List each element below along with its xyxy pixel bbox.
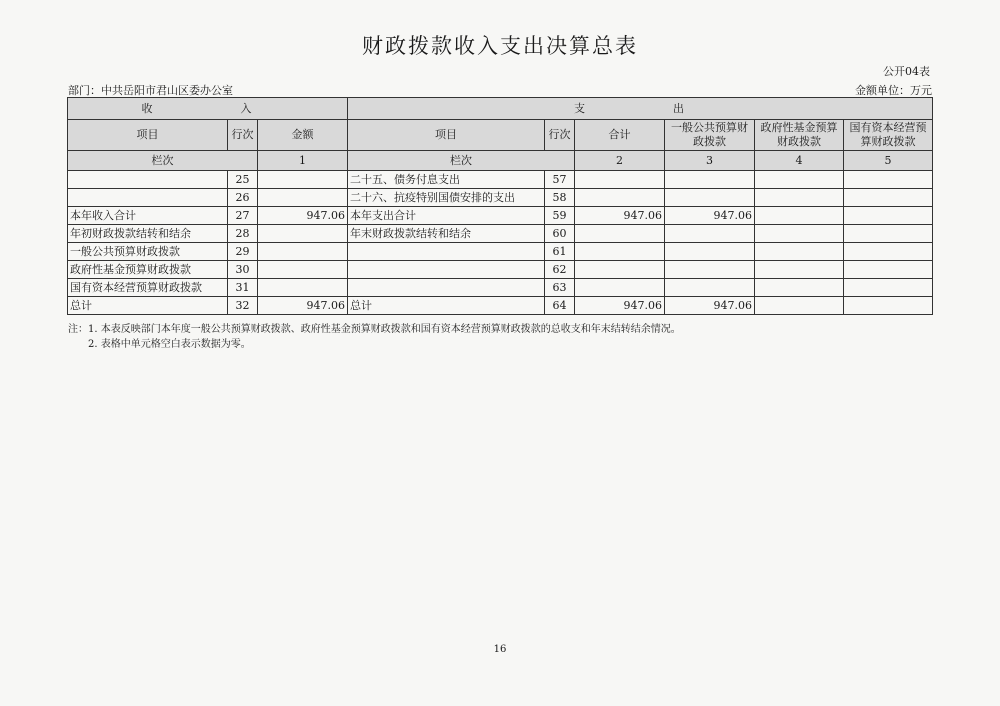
expense-line-cell: 63 — [545, 279, 575, 297]
expense-index-label: 栏次 — [348, 151, 575, 171]
capital-budget-cell — [844, 261, 933, 279]
page-number: 16 — [493, 644, 507, 655]
table-row — [68, 243, 933, 261]
fund-budget-header: 政府性基金预算财政拨款 — [755, 120, 844, 151]
general-budget-header: 一般公共预算财政拨款 — [665, 120, 755, 151]
fund-budget-cell — [755, 171, 844, 189]
capital-budget-cell — [844, 171, 933, 189]
expense-total-cell: 947.06 — [575, 297, 665, 315]
expense-total-cell — [575, 261, 665, 279]
income-section-header: 收 入 — [68, 98, 348, 120]
income-line-cell: 31 — [228, 279, 258, 297]
expense-line-cell: 62 — [545, 261, 575, 279]
expense-item-cell: 二十六、抗疫特别国债安排的支出 — [348, 189, 545, 207]
expense-total-cell — [575, 279, 665, 297]
income-amount-header: 金额 — [258, 120, 348, 151]
column-index: 2 — [575, 151, 665, 171]
expense-line-cell: 60 — [545, 225, 575, 243]
expense-item-cell: 二十五、债务付息支出 — [348, 171, 545, 189]
expense-line-cell: 59 — [545, 207, 575, 225]
income-line-cell: 32 — [228, 297, 258, 315]
expense-line-cell: 61 — [545, 243, 575, 261]
table-row — [68, 189, 933, 207]
income-line-cell: 26 — [228, 189, 258, 207]
fund-budget-cell — [755, 243, 844, 261]
expense-item-cell: 总计 — [348, 297, 545, 315]
amount-unit-label: 金额单位：万元 — [855, 84, 932, 97]
department-label: 部门：中共岳阳市君山区委办公室 — [68, 84, 233, 97]
income-item-cell: 政府性基金预算财政拨款 — [68, 261, 228, 279]
expense-line-cell: 58 — [545, 189, 575, 207]
table-row — [68, 261, 933, 279]
expense-item-cell: 本年支出合计 — [348, 207, 545, 225]
fund-budget-cell — [755, 261, 844, 279]
income-item-cell — [68, 171, 228, 189]
expense-total-cell — [575, 225, 665, 243]
income-item-cell — [68, 189, 228, 207]
income-line-cell: 28 — [228, 225, 258, 243]
income-amount-cell — [258, 279, 348, 297]
expense-item-cell — [348, 261, 545, 279]
expense-total-cell — [575, 243, 665, 261]
income-line-cell: 27 — [228, 207, 258, 225]
fund-budget-cell — [755, 207, 844, 225]
fund-budget-cell — [755, 297, 844, 315]
expense-total-header: 合计 — [575, 120, 665, 151]
income-amount-cell — [258, 171, 348, 189]
form-number: 公开04表 — [883, 65, 930, 78]
capital-budget-cell — [844, 225, 933, 243]
column-index: 1 — [258, 151, 348, 171]
expense-line-cell: 57 — [545, 171, 575, 189]
income-line-header: 行次 — [228, 120, 258, 151]
capital-budget-cell — [844, 243, 933, 261]
expense-total-cell — [575, 171, 665, 189]
income-amount-cell: 947.06 — [258, 207, 348, 225]
income-item-cell: 年初财政拨款结转和结余 — [68, 225, 228, 243]
income-amount-cell — [258, 225, 348, 243]
income-line-cell: 30 — [228, 261, 258, 279]
income-item-cell: 一般公共预算财政拨款 — [68, 243, 228, 261]
expense-item-header: 项目 — [348, 120, 545, 151]
general-budget-cell — [665, 225, 755, 243]
capital-budget-cell — [844, 189, 933, 207]
table-row — [68, 279, 933, 297]
expense-item-cell: 年末财政拨款结转和结余 — [348, 225, 545, 243]
expense-total-cell — [575, 189, 665, 207]
column-index: 3 — [665, 151, 755, 171]
capital-budget-header: 国有资本经营预算财政拨款 — [844, 120, 933, 151]
column-index: 4 — [755, 151, 844, 171]
general-budget-cell: 947.06 — [665, 207, 755, 225]
table-notes — [68, 322, 681, 352]
expense-line-header: 行次 — [545, 120, 575, 151]
general-budget-cell — [665, 171, 755, 189]
general-budget-cell: 947.06 — [665, 297, 755, 315]
income-amount-cell — [258, 189, 348, 207]
income-amount-cell: 947.06 — [258, 297, 348, 315]
income-amount-cell — [258, 261, 348, 279]
expense-item-cell — [348, 279, 545, 297]
table-body — [68, 171, 933, 315]
general-budget-cell — [665, 279, 755, 297]
column-index: 5 — [844, 151, 933, 171]
appropriation-summary-table — [67, 97, 933, 315]
income-amount-cell — [258, 243, 348, 261]
fund-budget-cell — [755, 189, 844, 207]
expense-line-cell: 64 — [545, 297, 575, 315]
section-header-row — [68, 98, 933, 120]
income-index-label: 栏次 — [68, 151, 258, 171]
expense-section-header: 支 出 — [348, 98, 933, 120]
column-index-row — [68, 151, 933, 171]
table-row — [68, 207, 933, 225]
fund-budget-cell — [755, 225, 844, 243]
table-row — [68, 225, 933, 243]
table-row — [68, 297, 933, 315]
general-budget-cell — [665, 243, 755, 261]
income-line-cell: 29 — [228, 243, 258, 261]
page-title: 财政拨款收入支出决算总表 — [362, 34, 638, 58]
expense-item-cell — [348, 243, 545, 261]
column-header-row — [68, 120, 933, 151]
expense-total-cell: 947.06 — [575, 207, 665, 225]
general-budget-cell — [665, 261, 755, 279]
general-budget-cell — [665, 189, 755, 207]
fund-budget-cell — [755, 279, 844, 297]
income-item-cell: 国有资本经营预算财政拨款 — [68, 279, 228, 297]
note-2: 2. 表格中单元格空白表示数据为零。 — [88, 339, 251, 350]
income-item-cell: 总计 — [68, 297, 228, 315]
note-1: 注：1. 本表反映部门本年度一般公共预算财政拨款、政府性基金预算财政拨款和国有资本经营预算财政拨款的总收支和年末结转结余情况。 — [68, 324, 681, 335]
table-row — [68, 171, 933, 189]
capital-budget-cell — [844, 279, 933, 297]
income-line-cell: 25 — [228, 171, 258, 189]
capital-budget-cell — [844, 207, 933, 225]
income-item-header: 项目 — [68, 120, 228, 151]
capital-budget-cell — [844, 297, 933, 315]
income-item-cell: 本年收入合计 — [68, 207, 228, 225]
